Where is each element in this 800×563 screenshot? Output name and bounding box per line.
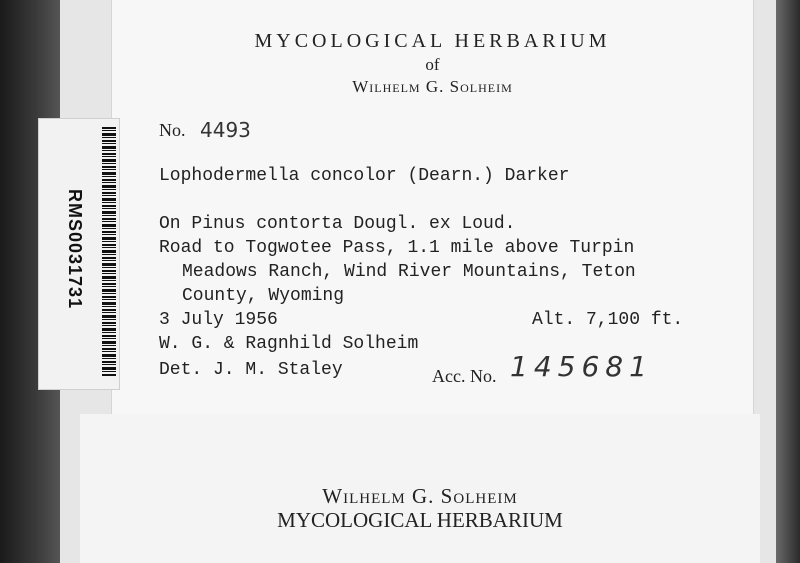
barcode-bars (102, 127, 116, 377)
locality-line-2: Meadows Ranch, Wind River Mountains, Teton (182, 262, 636, 282)
locality-line-1: Road to Togwotee Pass, 1.1 mile above Turpin (159, 238, 635, 258)
herbarium-title: MYCOLOGICAL HERBARIUM (254, 30, 611, 52)
locality-line-3: County, Wyoming (182, 286, 345, 306)
barcode-label (38, 118, 120, 390)
collection-date: 3 July 1956 (159, 310, 278, 330)
herbarium-of: of (425, 55, 440, 74)
accession-number: 145681 (510, 350, 653, 383)
footer-title: MYCOLOGICAL HERBARIUM (277, 508, 563, 532)
accession-label: Acc. No. (432, 366, 497, 386)
collectors: W. G. & Ragnhild Solheim (159, 334, 419, 354)
barcode-text: RMS0031731 (65, 189, 85, 310)
specimen-number: 4493 (200, 118, 251, 142)
lower-stamp-area (80, 414, 760, 563)
herbarium-owner: Wilhelm G. Solheim (352, 77, 513, 96)
dark-background-right (776, 0, 800, 563)
footer-owner: Wilhelm G. Solheim (322, 484, 518, 508)
number-label: No. (159, 120, 186, 140)
specimen-label (112, 0, 753, 414)
determiner: Det. J. M. Staley (159, 360, 343, 380)
altitude: Alt. 7,100 ft. (532, 310, 684, 330)
taxon-name: Lophodermella concolor (Dearn.) Darker (159, 166, 570, 186)
host-line: On Pinus contorta Dougl. ex Loud. (159, 214, 516, 234)
